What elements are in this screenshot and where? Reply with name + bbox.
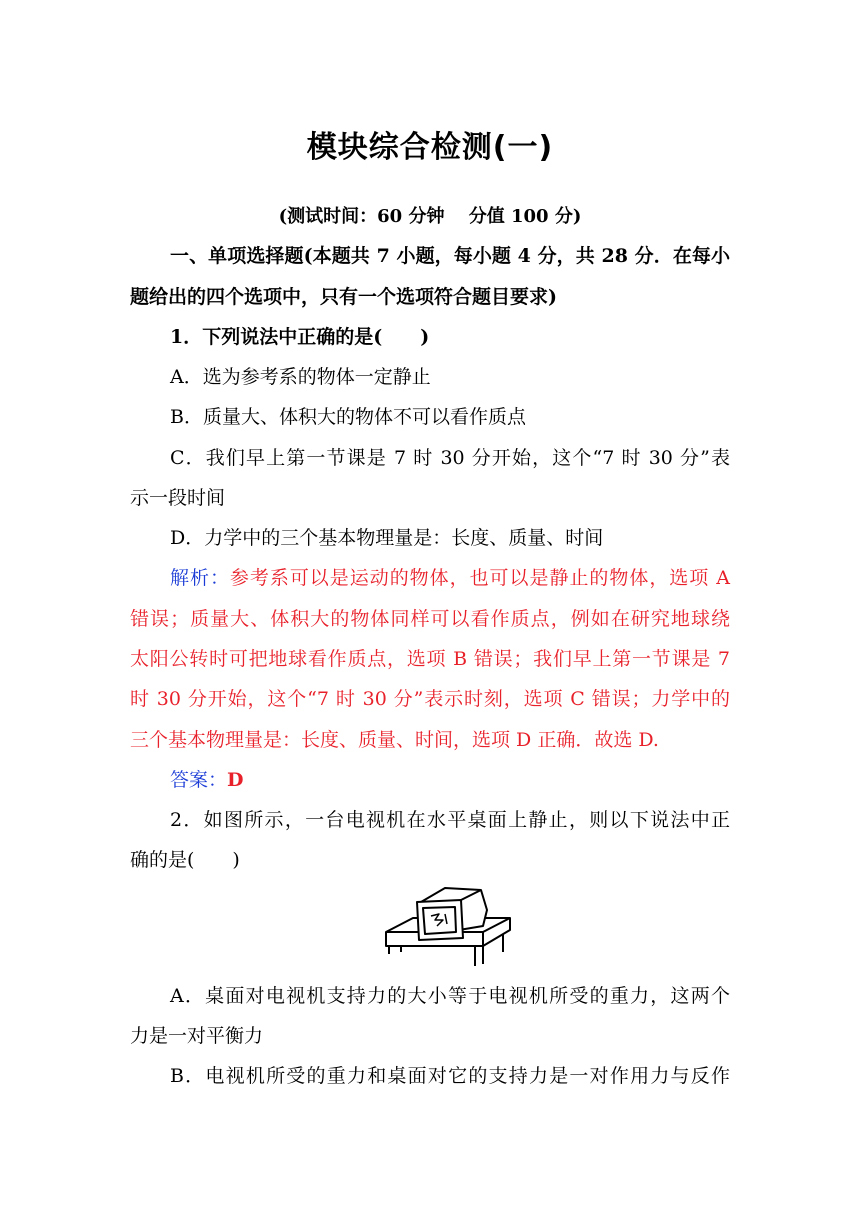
q1-analysis-line2: 错误；质量大、体积大的物体同样可以看作质点，例如在研究地球绕 <box>130 608 730 630</box>
q1-stem: 1．下列说法中正确的是( ) <box>170 326 430 348</box>
tv-on-table-figure <box>383 880 513 972</box>
q2-stem-line2: 确的是( ) <box>130 849 240 871</box>
analysis-label: 解析： <box>170 567 230 589</box>
section-desc-1: (本题共 7 小题，每小题 4 分，共 28 分．在每小 <box>303 245 730 267</box>
q2-option-b-line1: B．电视机所受的重力和桌面对它的支持力是一对作用力与反作 <box>170 1065 730 1087</box>
test-info: (测试时间：60 分钟 分值 100 分) <box>278 206 582 227</box>
q2-stem-line1: 2．如图所示，一台电视机在水平桌面上静止，则以下说法中正 <box>170 809 730 831</box>
q2-option-a-line1: A．桌面对电视机支持力的大小等于电视机所受的重力，这两个 <box>170 985 730 1007</box>
section-desc-2: 题给出的四个选项中，只有一个选项符合题目要求) <box>130 286 557 308</box>
q1-analysis-line3: 太阳公转时可把地球看作质点，选项 B 错误；我们早上第一节课是 7 <box>130 648 730 670</box>
q1-option-c-line1: C．我们早上第一节课是 7 时 30 分开始，这个“7 时 30 分”表 <box>170 447 730 469</box>
q1-option-b: B．质量大、体积大的物体不可以看作质点 <box>170 406 526 428</box>
q1-analysis-line5: 三个基本物理量是：长度、质量、时间，选项 D 正确．故选 D. <box>130 729 659 751</box>
section-heading-line <box>170 244 730 268</box>
q1-option-d: D．力学中的三个基本物理量是：长度、质量、时间 <box>170 527 604 549</box>
q1-analysis-line1: 解析：参考系可以是运动的物体，也可以是静止的物体，选项 A <box>170 567 730 589</box>
page-title: 模块综合检测(一) <box>306 130 554 165</box>
answer-value: D <box>227 769 244 791</box>
q1-answer <box>170 768 730 792</box>
q1-option-a: A．选为参考系的物体一定静止 <box>170 366 431 388</box>
q1-option-c-line2: 示一段时间 <box>130 487 226 509</box>
q1-analysis-line4: 时 30 分开始，这个“7 时 30 分”表示时刻，选项 C 错误；力学中的 <box>130 688 730 710</box>
q2-option-a-line2: 力是一对平衡力 <box>130 1025 264 1047</box>
section-heading: 一、单项选择题 <box>170 245 304 267</box>
answer-label: 答案： <box>170 769 228 791</box>
